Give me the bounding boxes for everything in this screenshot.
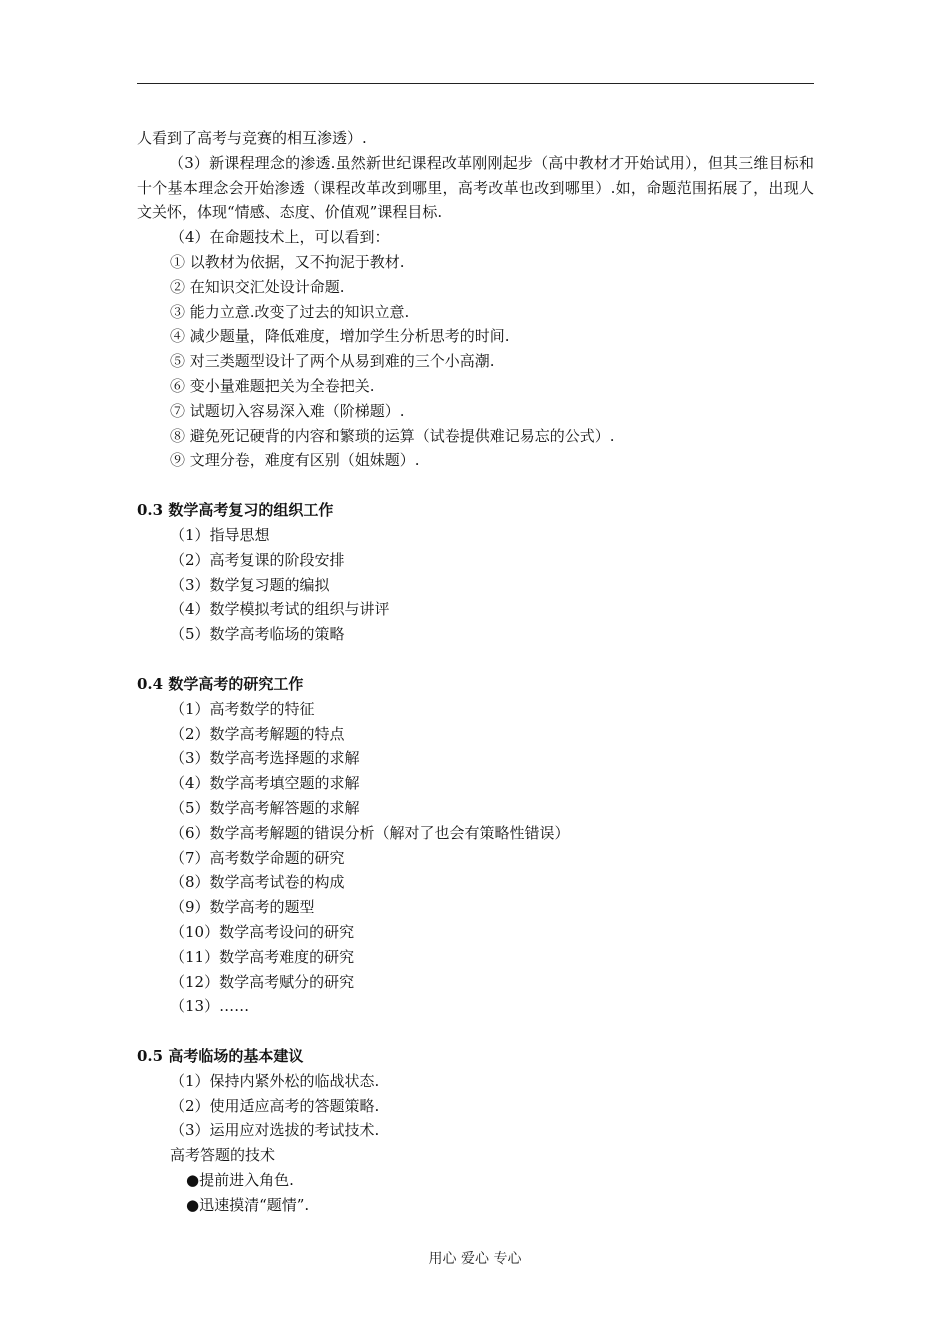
list-item: （3）数学高考选择题的求解 [170, 749, 360, 768]
list-item: ④ 减少题量，降低难度，增加学生分析思考的时间. [170, 327, 510, 346]
bullet-item: ●提前进入角色. [186, 1171, 294, 1190]
list-item: （3）数学复习题的编拟 [170, 575, 330, 594]
list-item: （3）运用应对选拔的考试技术. [170, 1121, 380, 1140]
list-item: ⑤ 对三类题型设计了两个从易到难的三个小高潮. [170, 352, 495, 371]
list-item: （5）数学高考临场的策略 [170, 625, 345, 644]
document-body [137, 126, 814, 1218]
list-item: （4）数学高考填空题的求解 [170, 774, 360, 793]
paragraph-4: （4）在命题技术上，可以看到： [170, 228, 390, 247]
list-item: ③ 能力立意.改变了过去的知识立意. [170, 302, 410, 321]
list-item: （1）高考数学的特征 [170, 699, 315, 718]
list-item: （1）保持内紧外松的临战状态. [170, 1071, 380, 1090]
list-item: ⑦ 试题切入容易深入难（阶梯题）. [170, 401, 405, 420]
section-0-5-heading: 0.5 高考临场的基本建议 [137, 1047, 304, 1066]
list-item: （8）数学高考试卷的构成 [170, 873, 345, 892]
list-item: （12）数学高考赋分的研究 [170, 972, 355, 991]
bullet-item: ●迅速摸清“题情”. [186, 1195, 310, 1214]
list-item: （2）高考复课的阶段安排 [170, 550, 345, 569]
list-item: ① 以教材为依据，又不拘泥于教材. [170, 252, 405, 271]
list-item: （1）指导思想 [170, 525, 270, 544]
list-item: （7）高考数学命题的研究 [170, 848, 345, 867]
list-item: （11）数学高考难度的研究 [170, 947, 355, 966]
list-item: （5）数学高考解答题的求解 [170, 798, 360, 817]
subheading: 高考答题的技术 [170, 1146, 276, 1165]
header-rule [137, 83, 814, 84]
list-item: （13）…… [170, 997, 250, 1016]
list-item: ⑥ 变小量难题把关为全卷把关. [170, 376, 375, 395]
list-item: （2）使用适应高考的答题策略. [170, 1096, 380, 1115]
section-0-4-heading: 0.4 数学高考的研究工作 [137, 674, 304, 693]
list-item: （6）数学高考解题的错误分析（解对了也会有策略性错误） [170, 823, 570, 842]
list-item: （10）数学高考设问的研究 [170, 922, 355, 941]
list-item: ⑨ 文理分卷，难度有区别（姐妹题）. [170, 451, 420, 470]
list-item: （4）数学模拟考试的组织与讲评 [170, 600, 390, 619]
list-item: ② 在知识交汇处设计命题. [170, 277, 345, 296]
intro-line: 人看到了高考与竞赛的相互渗透）. [137, 129, 367, 147]
list-item: （9）数学高考的题型 [170, 898, 315, 917]
list-item: ⑧ 避免死记硬背的内容和繁琐的运算（试卷提供难记易忘的公式）. [170, 426, 615, 445]
page-footer: 用心 爱心 专心 [428, 1251, 522, 1267]
list-item: （2）数学高考解题的特点 [170, 724, 345, 743]
paragraph-3: （3）新课程理念的渗透.虽然新世纪课程改革刚刚起步（高中教材才开始试用），但其三维目标和十个基本理念会开始渗透（课程改革改到哪里，高考改革也改到哪里）.如，命题范围拓展了，出现人文关怀，体现“情感、态度、价值观”课程目标. [137, 153, 814, 222]
section-0-3-heading: 0.3 数学高考复习的组织工作 [137, 501, 334, 520]
